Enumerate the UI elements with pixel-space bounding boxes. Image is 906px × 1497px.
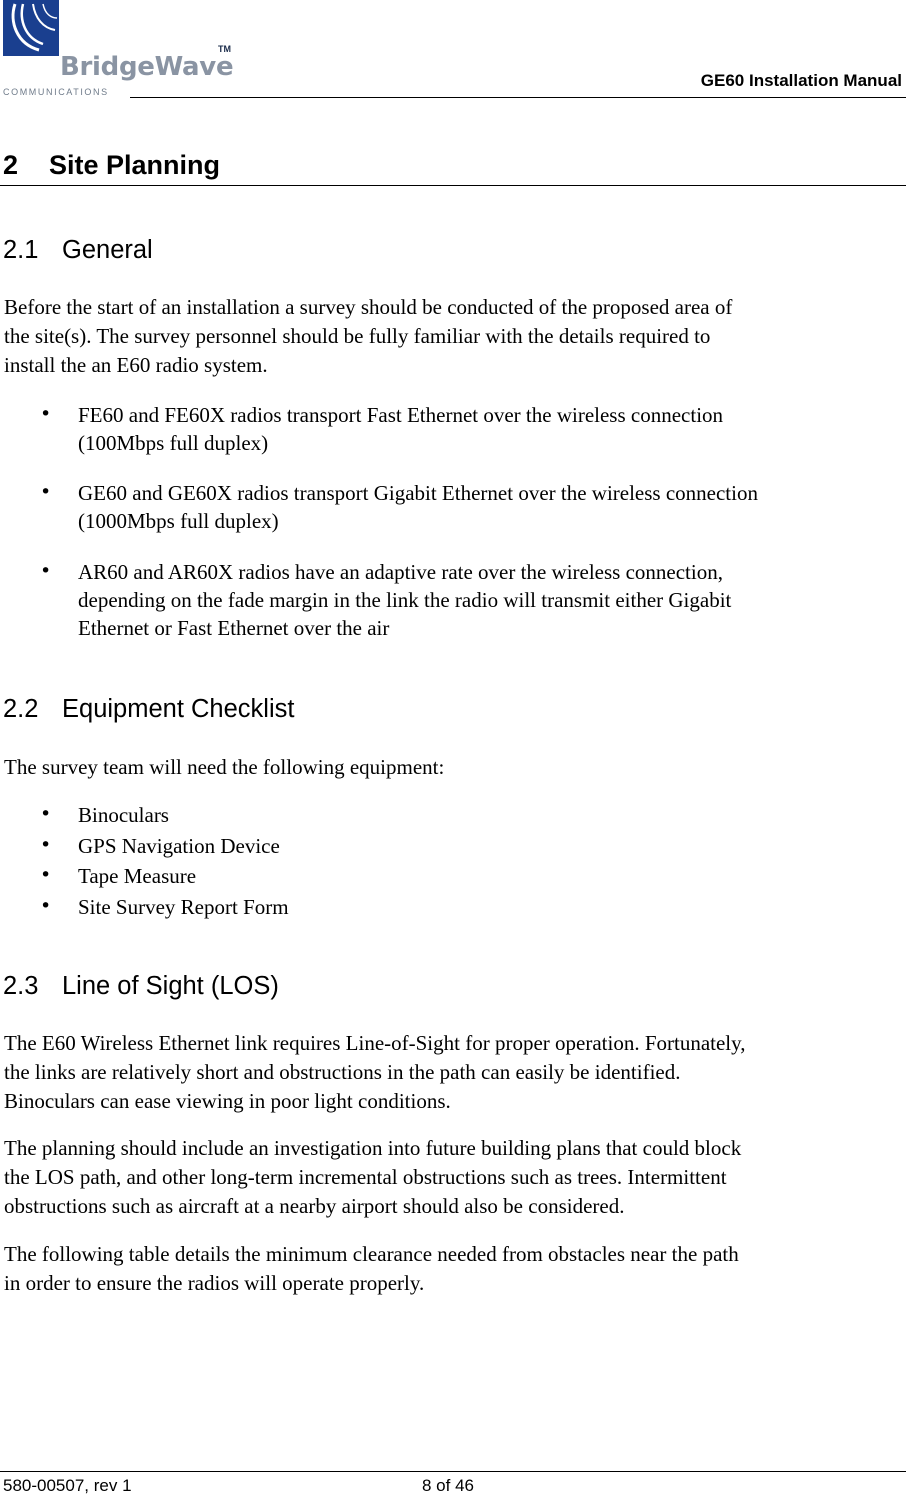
logo-wordmark: BridgeWave: [60, 52, 234, 82]
los-paragraph: [4, 1029, 904, 1116]
section-number: 2.1: [3, 236, 39, 264]
los-paragraph: [4, 1134, 904, 1221]
page-number: 8 of 46: [422, 1476, 474, 1495]
text-line: Ethernet or Fast Ethernet over the air: [78, 616, 390, 640]
footer-divider: [0, 1471, 906, 1472]
section-number: 2.2: [3, 695, 39, 723]
bridgewave-logo-mark: [3, 0, 59, 56]
chapter-title: Site Planning: [49, 150, 221, 180]
bullet-icon: •: [40, 403, 52, 425]
section-heading-equipment-checklist: [3, 695, 294, 724]
header-divider: [130, 97, 906, 98]
text-line: The following table details the minimum clearance needed from obstacles near the path: [4, 1242, 739, 1266]
text-line: depending on the fade margin in the link the radio will transmit either Gigabit: [78, 588, 732, 612]
section-title: Line of Sight (LOS): [62, 972, 279, 1000]
text-line: in order to ensure the radios will operate properly.: [4, 1271, 425, 1295]
bullet-icon: •: [40, 560, 52, 582]
chapter-divider: [0, 185, 906, 186]
logo-subtitle: COMMUNICATIONS: [3, 87, 109, 97]
manual-title: GE60 Installation Manual: [700, 71, 902, 90]
text-line: the links are relatively short and obstructions in the path can easily be identified.: [4, 1060, 681, 1084]
general-intro-paragraph: [4, 293, 904, 380]
section-title: General: [62, 236, 153, 264]
text-line: (100Mbps full duplex): [78, 431, 269, 455]
text-line: Site Survey Report Form: [78, 895, 289, 919]
text-line: the LOS path, and other long-term incremental obstructions such as trees. Intermittent: [4, 1165, 727, 1189]
logo-trademark: TM: [218, 44, 231, 54]
bullet-icon: •: [40, 864, 52, 886]
text-line: Tape Measure: [78, 864, 197, 888]
text-line: the site(s). The survey personnel should be fully familiar with the details required to: [4, 324, 711, 348]
equipment-intro-paragraph: The survey team will need the following equipment:: [4, 755, 445, 779]
bullet-icon: •: [40, 834, 52, 856]
chapter-number: 2: [3, 150, 19, 180]
chapter-heading: [3, 150, 220, 181]
text-line: Before the start of an installation a survey should be conducted of the proposed area of: [4, 295, 733, 319]
section-heading-line-of-sight: [3, 972, 279, 1001]
text-line: Binoculars: [78, 803, 169, 827]
text-line: GE60 and GE60X radios transport Gigabit Ethernet over the wireless connection: [78, 481, 758, 505]
text-line: FE60 and FE60X radios transport Fast Ethernet over the wireless connection: [78, 403, 724, 427]
text-line: Binoculars can ease viewing in poor light conditions.: [4, 1089, 451, 1113]
bullet-icon: •: [40, 481, 52, 503]
text-line: AR60 and AR60X radios have an adaptive rate over the wireless connection,: [78, 560, 723, 584]
text-line: install the an E60 radio system.: [4, 353, 268, 377]
text-line: (1000Mbps full duplex): [78, 509, 279, 533]
text-line: GPS Navigation Device: [78, 834, 280, 858]
bullet-icon: •: [40, 803, 52, 825]
section-title: Equipment Checklist: [62, 695, 295, 723]
text-line: The E60 Wireless Ethernet link requires Line-of-Sight for proper operation. Fortunately,: [4, 1031, 746, 1055]
document-number: 580-00507, rev 1: [3, 1476, 132, 1495]
section-number: 2.3: [3, 972, 39, 1000]
los-paragraph: [4, 1240, 904, 1298]
text-line: The planning should include an investigation into future building plans that could block: [4, 1136, 742, 1160]
section-heading-general: [3, 236, 153, 265]
bridgewave-logo: [0, 0, 240, 98]
bullet-icon: •: [40, 895, 52, 917]
text-line: obstructions such as aircraft at a nearby airport should also be considered.: [4, 1194, 625, 1218]
